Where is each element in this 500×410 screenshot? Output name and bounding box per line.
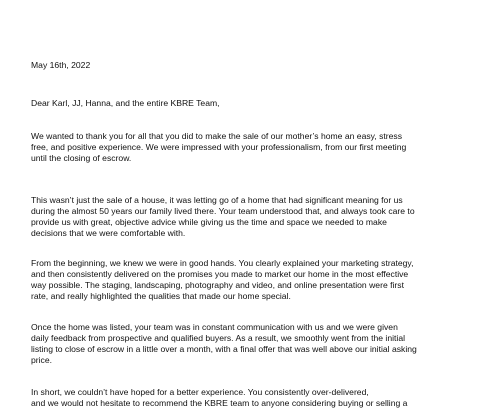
text-line: We wanted to thank you for all that you did to make the sale of our mother’s home an easy, stress	[31, 131, 403, 141]
text-line: daily feedback from prospective and qualified buyers. As a result, we smoothly went from the initial	[31, 333, 406, 343]
text-line: From the beginning, we knew we were in good hands. You clearly explained your marketing strategy,	[31, 258, 414, 268]
text-line: during the almost 50 years our family lived there. Your team understood that, and always took care to	[31, 206, 415, 216]
letter-paragraph-4	[31, 322, 479, 366]
text-line: decisions that we were comfortable with.	[31, 228, 186, 238]
text-line: until the closing of escrow.	[31, 153, 132, 163]
letter-date: May 16th, 2022	[31, 60, 91, 70]
letter-paragraph-2	[31, 195, 479, 239]
text-line: Once the home was listed, your team was in constant communication with us and we were given	[31, 322, 398, 332]
text-line: In short, we couldn’t have hoped for a better experience. You consistently over-delivered,	[31, 387, 369, 397]
text-line: free, and positive experience. We were impressed with your professionalism, from our first meeting	[31, 142, 407, 152]
text-line: way possible. The staging, landscaping, photography and video, and online presentation were first	[31, 280, 404, 290]
letter-salutation: Dear Karl, JJ, Hanna, and the entire KBRE Team,	[31, 98, 220, 108]
letter-paragraph-3	[31, 258, 479, 302]
text-line: provide us with great, objective advice while giving us the time and space we needed to make	[31, 217, 387, 227]
letter-paragraph-1	[31, 131, 479, 164]
text-line: and then consistently delivered on the promises you made to market our home in the most effective	[31, 269, 409, 279]
text-line: and we would not hesitate to recommend the KBRE team to anyone considering buying or selling a	[31, 398, 408, 408]
text-line: price.	[31, 355, 53, 365]
text-line: rate, and really highlighted the qualities that made our home special.	[31, 291, 291, 301]
text-line: This wasn’t just the sale of a house, it was letting go of a home that had significant meaning for us	[31, 195, 403, 205]
letter-paragraph-5	[31, 387, 479, 409]
text-line: listing to close of escrow in a little over a month, with a final offer that was well above our initial asking	[31, 344, 417, 354]
